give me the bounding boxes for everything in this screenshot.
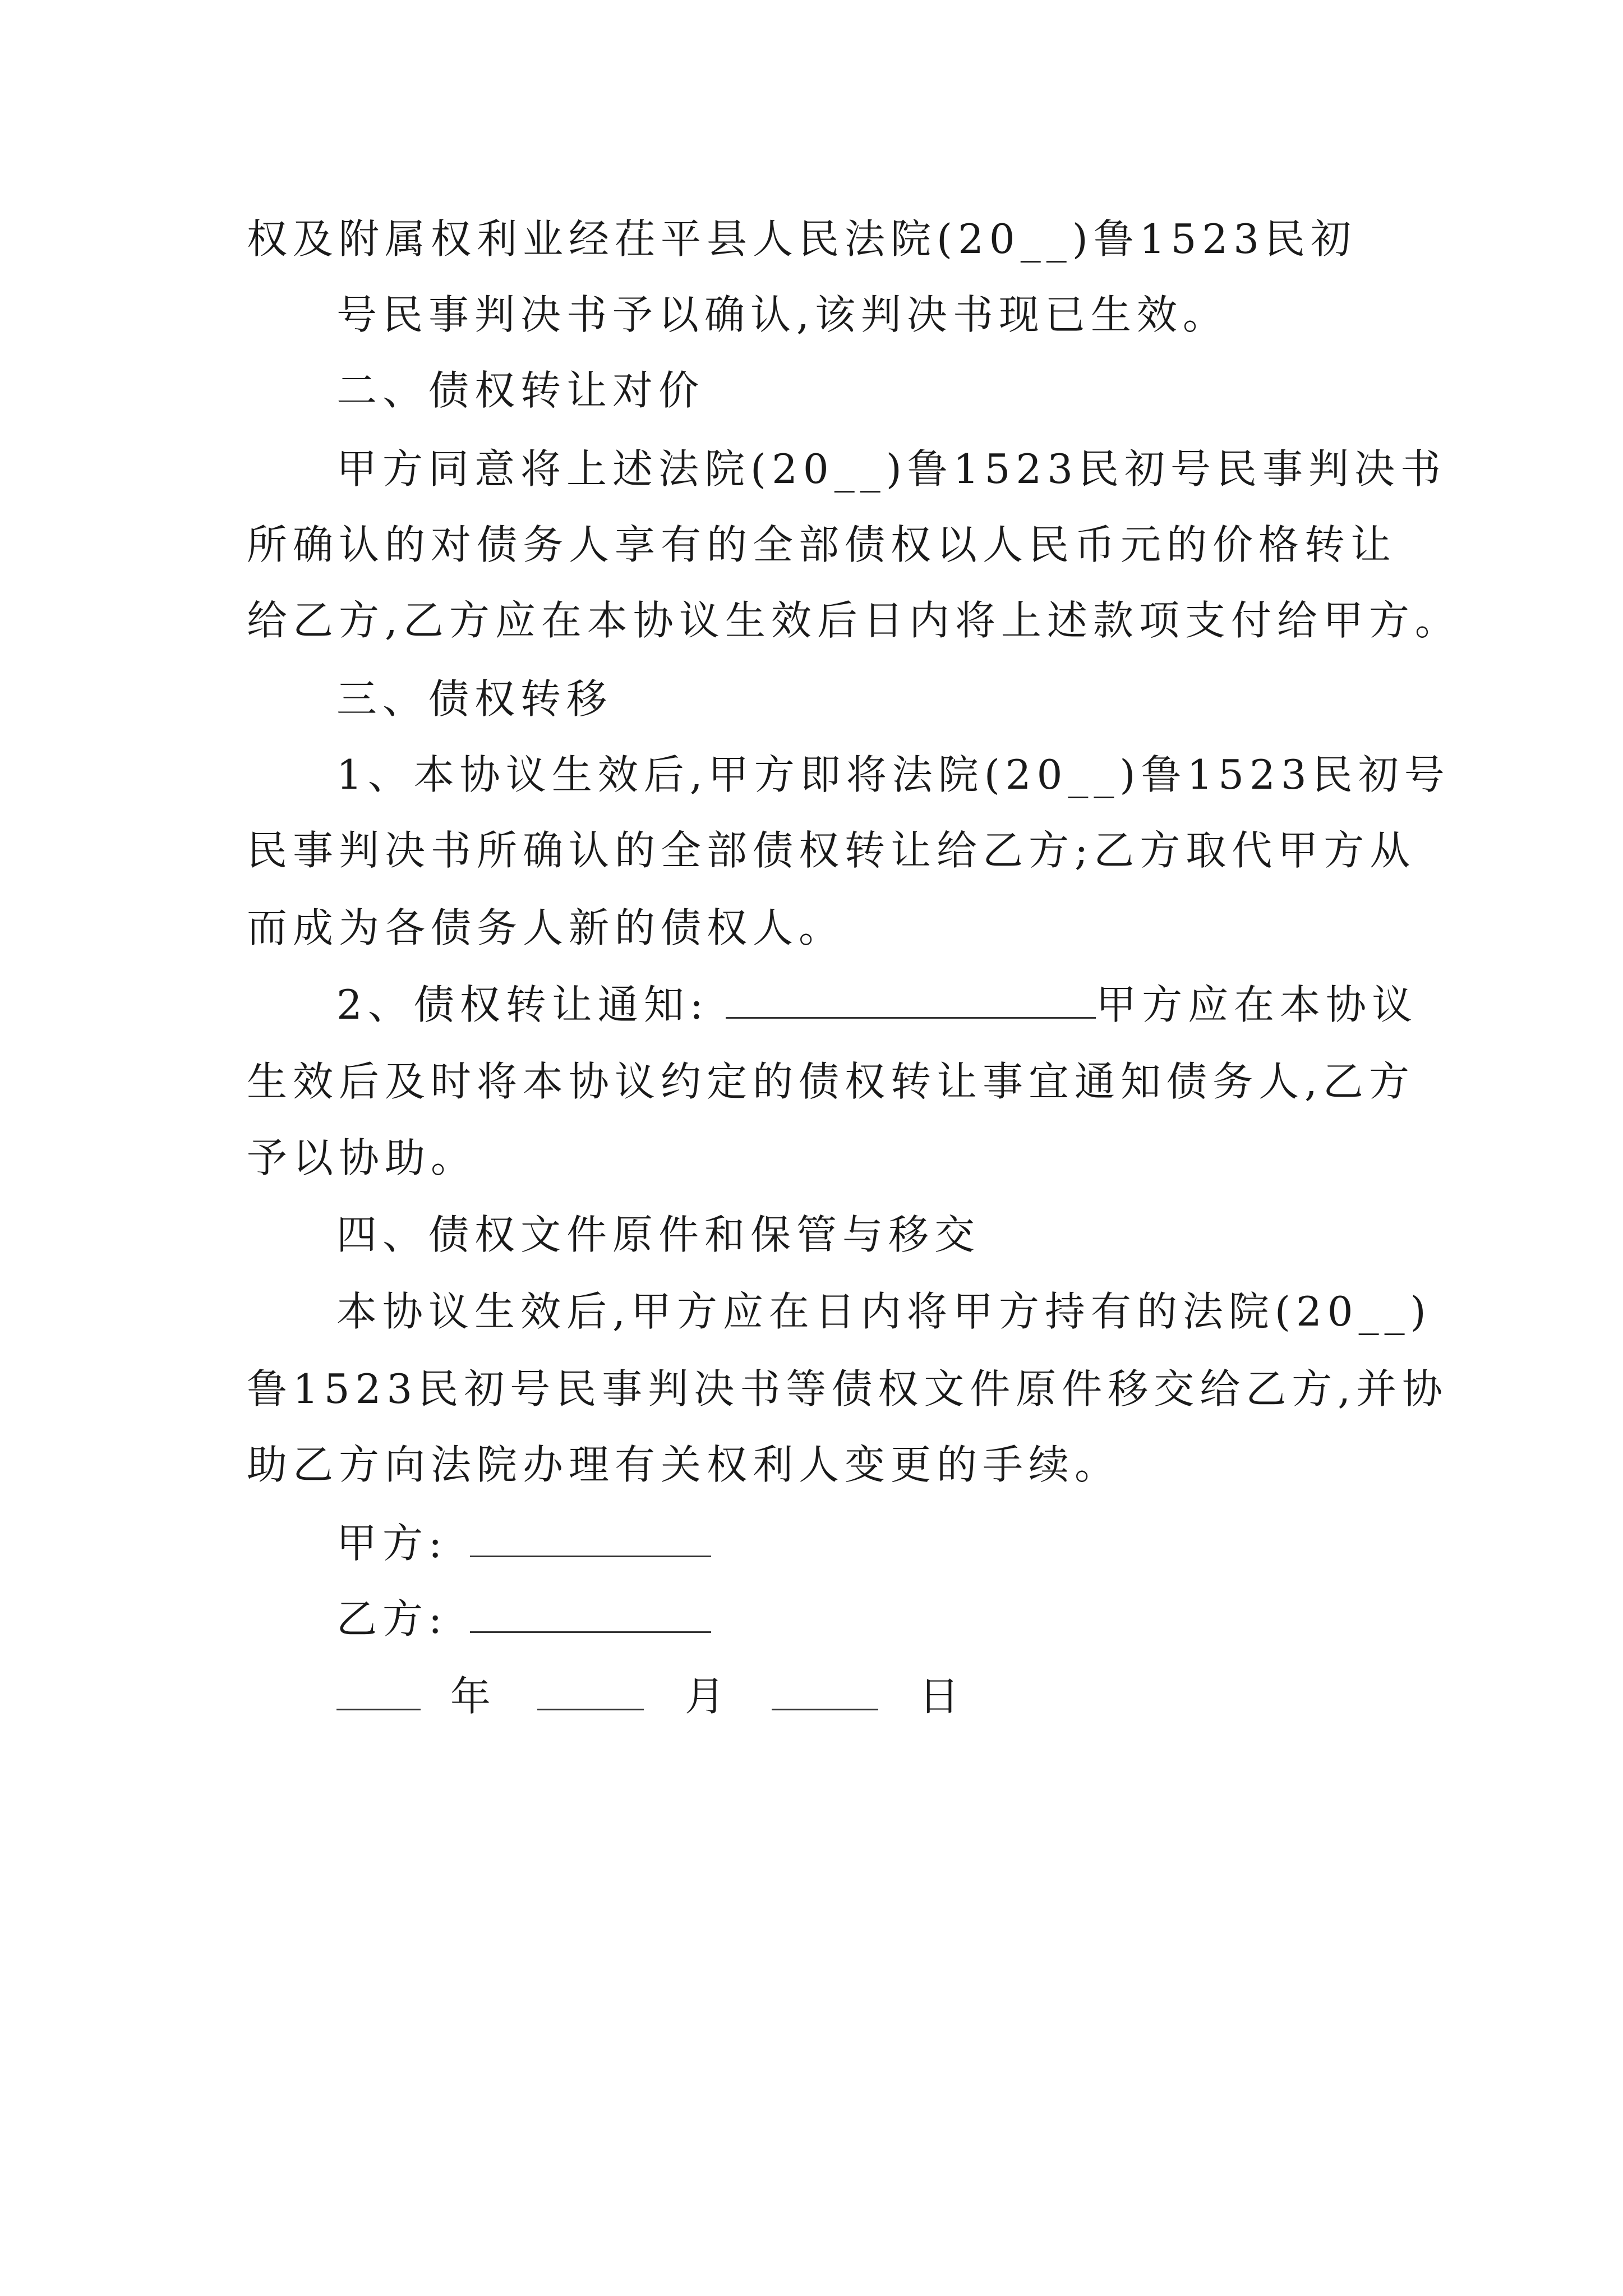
section4-line-2: 鲁1523民初号民事判决书等债权文件原件移交给乙方,并协: [247, 1365, 1449, 1412]
year-label: 年: [450, 1673, 496, 1720]
notice-line-3: 予以协助。: [247, 1134, 477, 1181]
day-label: 日: [919, 1673, 965, 1720]
notice-after: 甲方应在本协议: [1096, 981, 1418, 1028]
party-a-label: 甲方:: [336, 1520, 448, 1567]
section4-line-3: 助乙方向法院办理有关权利人变更的手续。: [247, 1441, 1121, 1488]
section4-line-1: 本协议生效后,甲方应在日内将甲方持有的法院(20__): [336, 1288, 1432, 1335]
notice-blank: [726, 982, 1096, 1019]
party-b-label: 乙方:: [336, 1595, 448, 1642]
section-heading-4: 四、债权文件原件和保管与移交: [336, 1211, 981, 1258]
notice-label: 2、债权转让通知:: [336, 981, 709, 1028]
month-label: 月: [684, 1673, 731, 1720]
section-heading-3: 三、债权转移: [336, 675, 613, 723]
section-heading-2: 二、债权转让对价: [336, 367, 705, 414]
month-blank: [537, 1674, 644, 1710]
notice-line-2: 生效后及时将本协议约定的债权转让事宜通知债务人,乙方: [247, 1058, 1415, 1105]
party-b-signature: [336, 1593, 711, 1645]
date-line: [336, 1671, 965, 1722]
text-line-5: 所确认的对债务人享有的全部债权以人民币元的价格转让: [247, 521, 1397, 568]
text-line-2: 号民事判决书予以确认,该判决书现已生效。: [336, 291, 1229, 338]
text-line-6: 给乙方,乙方应在本协议生效后日内将上述款项支付给甲方。: [247, 597, 1461, 644]
day-blank: [772, 1674, 878, 1710]
text-line-8: 1、本协议生效后,甲方即将法院(20__)鲁1523民初号: [336, 751, 1450, 798]
party-a-blank: [470, 1521, 711, 1557]
party-a-signature: [336, 1517, 711, 1569]
notice-line: [336, 979, 1418, 1030]
text-line-4: 甲方同意将上述法院(20__)鲁1523民初号民事判决书: [336, 445, 1447, 493]
text-line-9: 民事判决书所确认的全部债权转让给乙方;乙方取代甲方从: [247, 827, 1416, 874]
year-blank: [336, 1674, 421, 1710]
text-line-1: 权及附属权利业经茌平县人民法院(20__)鲁1523民初: [247, 215, 1357, 263]
party-b-blank: [470, 1596, 711, 1633]
text-line-10: 而成为各债务人新的债权人。: [247, 904, 845, 951]
